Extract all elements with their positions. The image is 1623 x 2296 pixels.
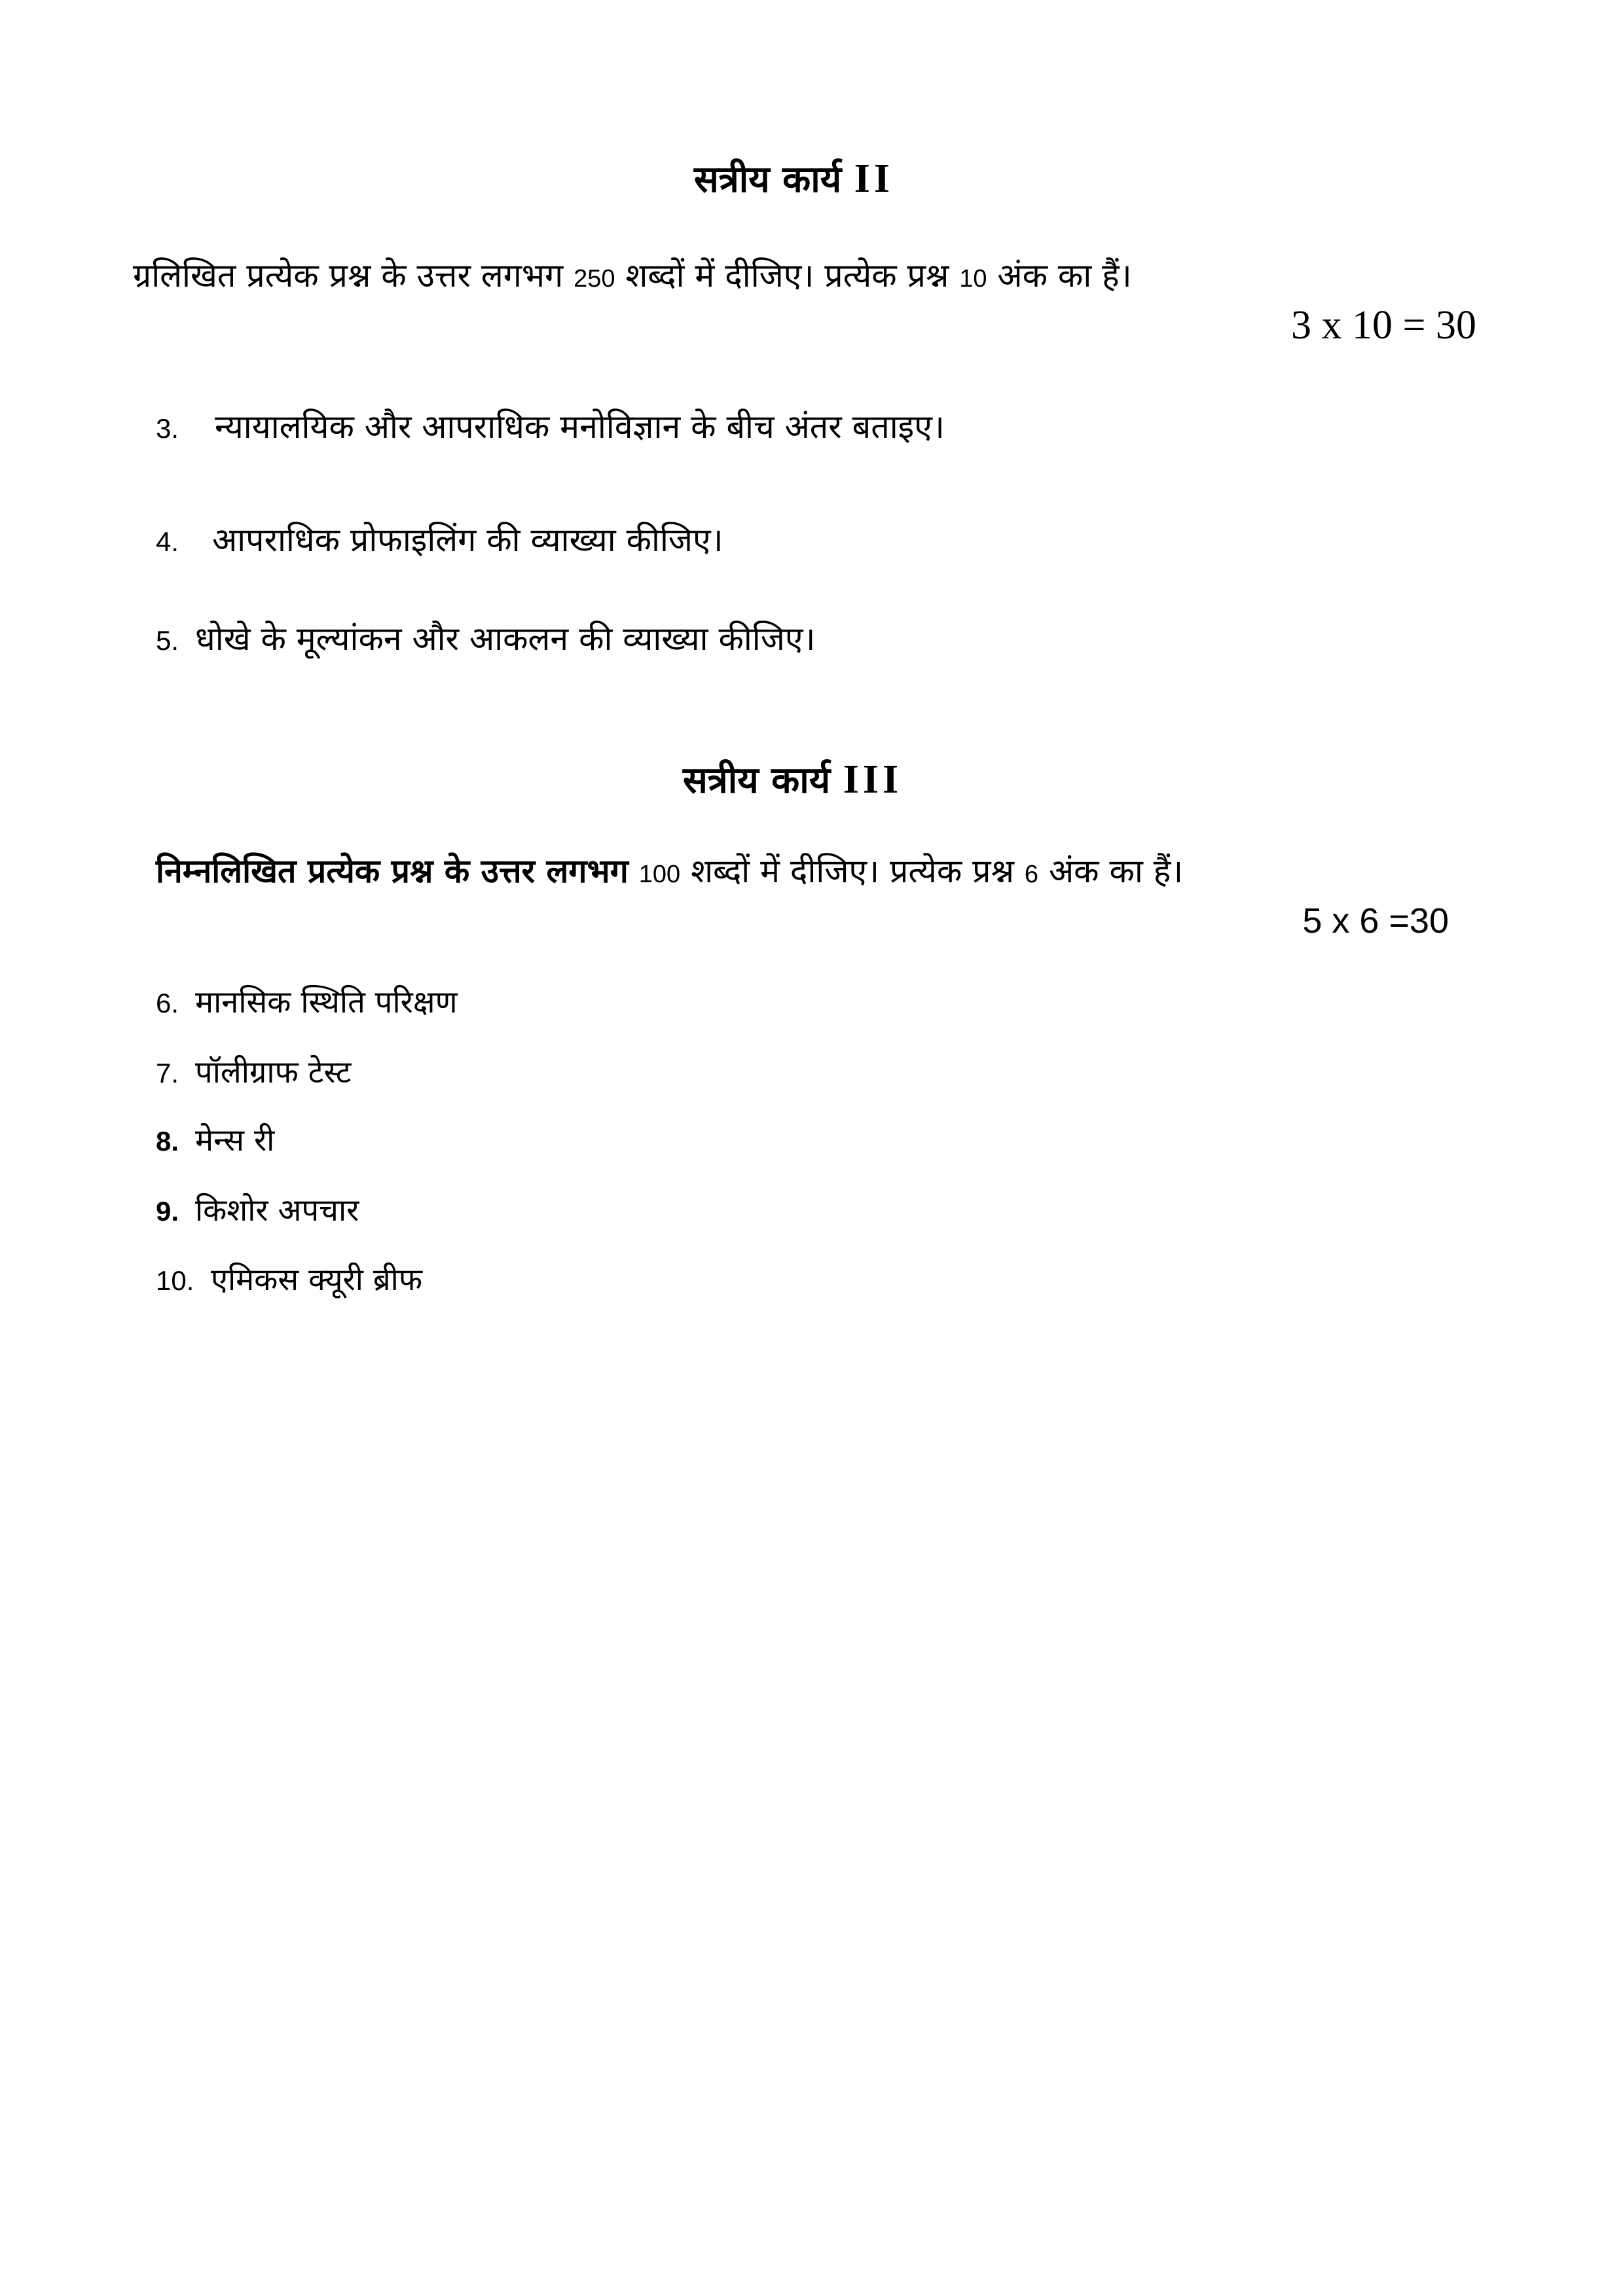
question-item	[156, 1257, 422, 1304]
section-3-heading	[683, 757, 902, 803]
section-3-heading-text: सत्रीय कार्य	[683, 759, 831, 802]
section-2-instruction	[133, 253, 1132, 302]
instruction-text: शब्दों में दीजिए। प्रत्येक प्रश्न	[691, 852, 1014, 890]
question-text: एमिकस क्यूरी ब्रीफ	[211, 1262, 423, 1298]
section-2-marks-total: 3 x 10 = 30	[1291, 303, 1476, 348]
question-text: मानसिक स्थिति परिक्षण	[195, 984, 458, 1020]
question-number: 5.	[156, 625, 179, 656]
question-number: 6.	[156, 988, 179, 1018]
instruction-text: निम्नलिखित प्रत्येक प्रश्न के उत्तर लगभग	[156, 852, 629, 890]
question-item	[156, 1118, 274, 1164]
word-count: 100	[638, 861, 681, 888]
question-text: मेन्स री	[195, 1122, 275, 1158]
question-item	[156, 980, 458, 1026]
marks-each: 6	[1024, 861, 1039, 888]
section-2-heading-roman: II	[854, 156, 894, 201]
question-text: पॉलीग्राफ टेस्ट	[195, 1054, 352, 1090]
question-text: न्यायालयिक और आपराधिक मनोविज्ञान के बीच अंतर बताइए।	[215, 408, 945, 446]
section-3-heading-roman: III	[843, 757, 903, 802]
question-item	[156, 1050, 351, 1096]
instruction-text: अंक का हैं।	[997, 257, 1132, 295]
question-number: 7.	[156, 1058, 179, 1088]
question-number: 8.	[156, 1126, 179, 1157]
section-3-instruction	[156, 848, 1183, 897]
question-item	[156, 517, 723, 565]
marks-each: 10	[959, 265, 987, 293]
section-2-heading-text: सत्रीय कार्य	[694, 158, 842, 201]
instruction-text: ग्रलिखित प्रत्येक प्रश्न के उत्तर लगभग	[133, 257, 564, 295]
word-count: 250	[574, 265, 615, 293]
question-text: किशोर अपचार	[195, 1193, 359, 1229]
section-3-marks-total: 5 x 6 =30	[1302, 901, 1449, 941]
question-number: 4.	[156, 526, 179, 557]
instruction-text: शब्दों में दीजिए। प्रत्येक प्रश्न	[625, 257, 949, 295]
question-text: आपराधिक प्रोफाइलिंग की व्याख्या कीजिए।	[212, 521, 723, 559]
question-number: 10.	[156, 1265, 194, 1296]
question-number: 9.	[156, 1196, 179, 1227]
question-item	[156, 1188, 359, 1234]
question-item	[156, 404, 945, 452]
section-2-heading	[694, 156, 894, 202]
question-number: 3.	[156, 413, 179, 444]
instruction-text: अंक का हैं।	[1048, 852, 1184, 890]
question-text: धोखे के मूल्यांकन और आकलन की व्याख्या कीजिए।	[195, 620, 816, 658]
question-item	[156, 616, 815, 664]
